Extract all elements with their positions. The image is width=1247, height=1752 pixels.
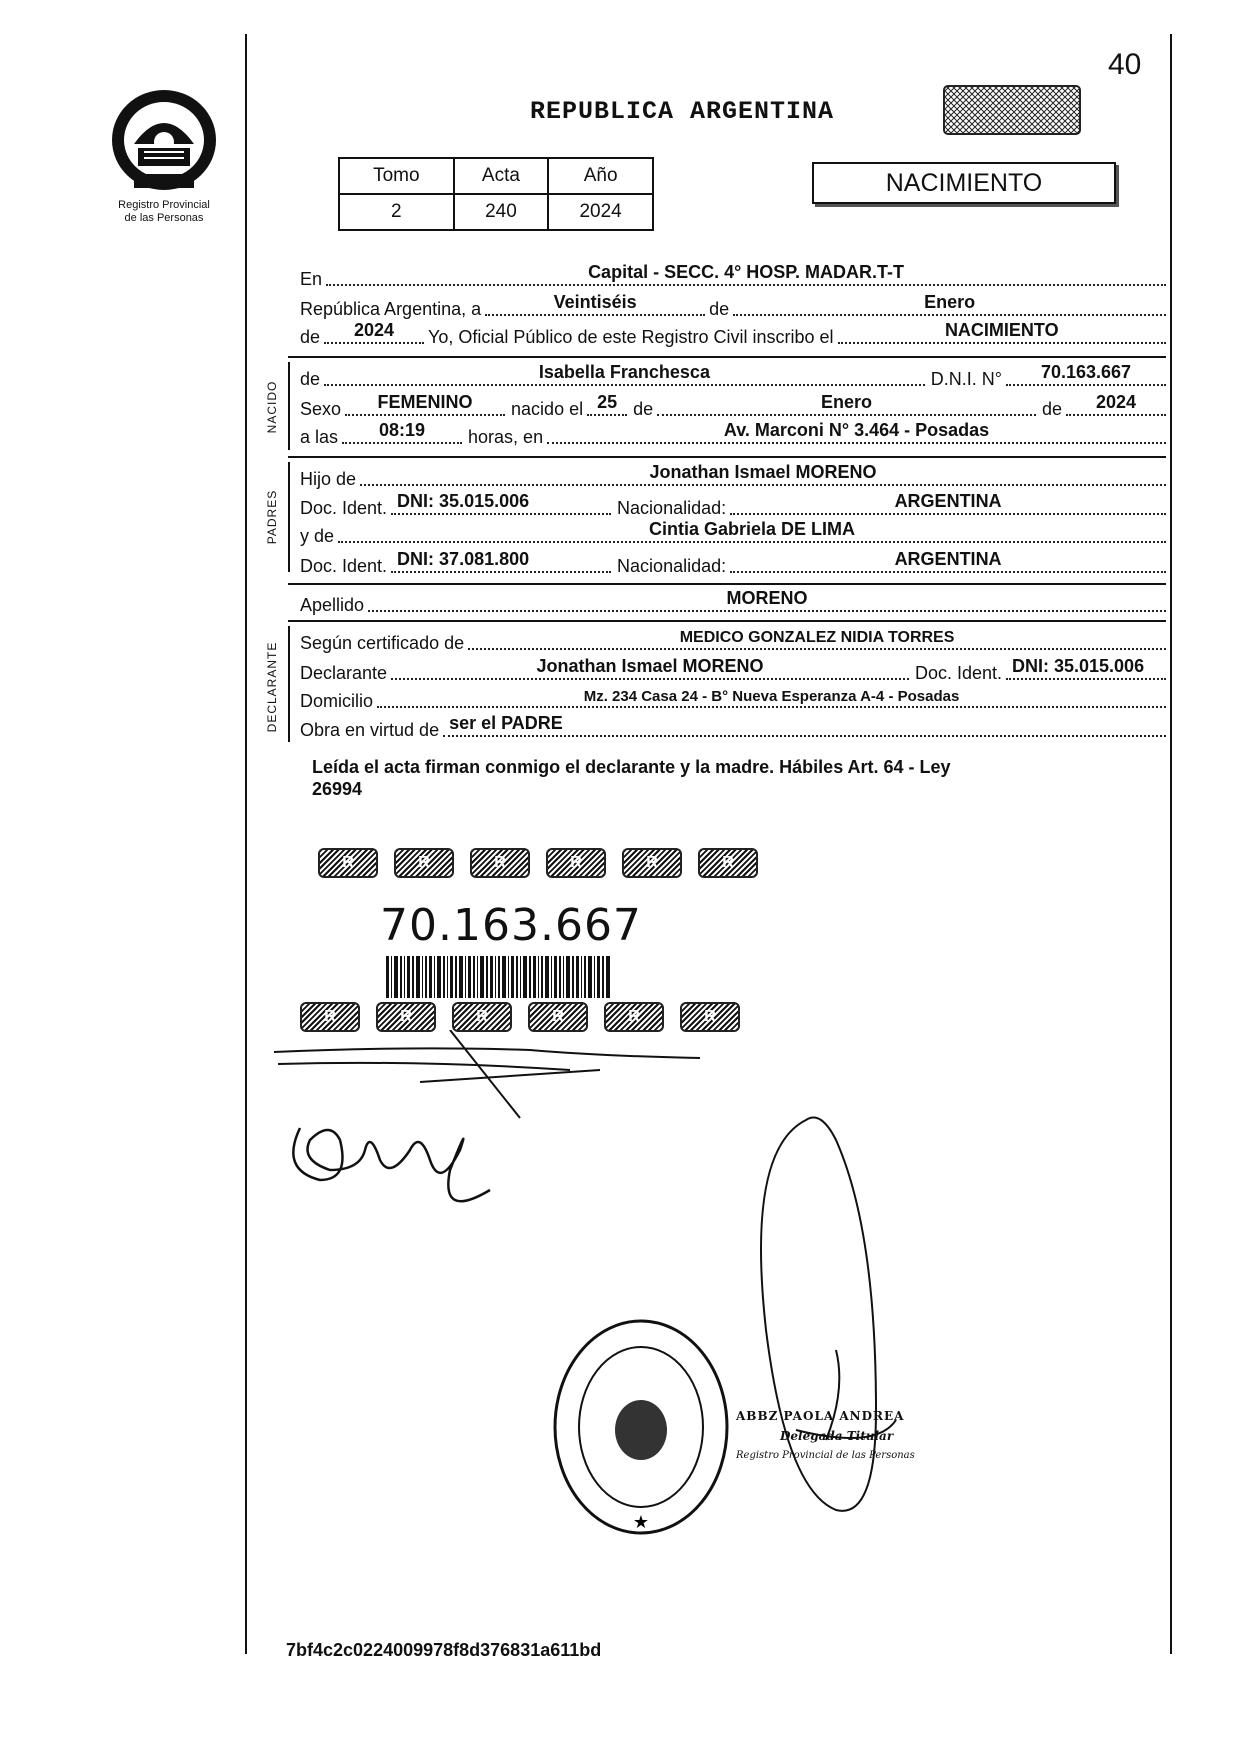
record-reference-table: [338, 157, 654, 231]
right-margin-rule: [1170, 34, 1172, 1654]
signature-official: [726, 1110, 906, 1530]
section-rule: [288, 356, 1166, 358]
section-bar: [288, 462, 290, 572]
row-child-name: de Isabella Franchesca D.N.I. N° 70.163.667: [300, 362, 1166, 390]
declarant-doc: DNI: 35.015.006: [1012, 656, 1145, 676]
row-father-name: Hijo de Jonathan Ismael MORENO: [300, 462, 1166, 490]
row-mother-name: y de Cintia Gabriela DE LIMA: [300, 519, 1166, 547]
mother-nationality: ARGENTINA: [894, 549, 1002, 569]
child-name: Isabella Franchesca: [538, 362, 710, 382]
capacity-value: ser el PADRE: [449, 713, 563, 733]
section-rule: [288, 620, 1166, 622]
signature-oval-icon: [726, 1110, 906, 1530]
section-bar: [288, 626, 290, 742]
security-glyph: R: [452, 1002, 512, 1032]
section-label-declarante: DECLARANTE: [265, 641, 279, 733]
birth-time: 08:19: [379, 420, 426, 440]
security-glyph: R: [376, 1002, 436, 1032]
official-seal: [552, 1318, 730, 1536]
table-header-acta: Acta: [454, 158, 549, 194]
day-value: Veintiséis: [553, 292, 637, 312]
closing-statement: Leída el acta firman conmigo el declarante y la madre. Hábiles Art. 64 - Ley 26994: [312, 757, 951, 799]
table-header-tomo: Tomo: [339, 158, 454, 194]
table-row: [339, 194, 653, 230]
section-label-padres: PADRES: [265, 489, 279, 545]
birth-day: 25: [597, 392, 618, 412]
security-glyph: R: [528, 1002, 588, 1032]
document-title: REPUBLICA ARGENTINA: [530, 97, 835, 126]
security-glyph: R: [546, 848, 606, 878]
left-margin-rule: [245, 34, 247, 1654]
row-year: de 2024 Yo, Oficial Público de este Registro Civil inscribo el NACIMIENTO: [300, 320, 1166, 348]
security-glyph: R: [680, 1002, 740, 1032]
barcode: [386, 956, 612, 1003]
place-value: Capital - SECC. 4° HOSP. MADAR.T-T: [588, 262, 904, 282]
father-doc: DNI: 35.015.006: [397, 491, 530, 511]
row-domicile: Domicilio Mz. 234 Casa 24 - B° Nueva Esperanza A-4 - Posadas: [300, 684, 1166, 712]
registry-logo: [104, 82, 224, 225]
row-father-doc: Doc. Ident. DNI: 35.015.006 Nacionalidad: ARGENTINA: [300, 491, 1166, 519]
month-value: Enero: [924, 292, 976, 312]
row-capacity: Obra en virtud de ser el PADRE: [300, 713, 1166, 741]
signature-strokes-icon: [270, 1030, 710, 1230]
barcode-bars-icon: [386, 956, 612, 998]
section-bar: [288, 362, 290, 450]
official-name-stamp: [736, 1406, 956, 1466]
official-role: Delegada Titular: [780, 1429, 894, 1443]
father-name: Jonathan Ismael MORENO: [649, 462, 877, 482]
birth-year: 2024: [1095, 392, 1137, 412]
security-hologram: [942, 82, 1082, 138]
anio-value: 2024: [548, 194, 653, 230]
record-type-box: NACIMIENTO: [812, 162, 1116, 204]
table-row: [339, 158, 653, 194]
registry-caption: Registro Provincial de las Personas: [118, 199, 210, 224]
birth-month: Enero: [821, 392, 873, 412]
row-place: En Capital - SECC. 4° HOSP. MADAR.T-T: [300, 262, 1166, 290]
row-date: República Argentina, a Veintiséis de Enero: [300, 292, 1166, 320]
row-surname: Apellido MORENO: [300, 588, 1166, 616]
security-glyph: R: [698, 848, 758, 878]
svg-text:★: ★: [632, 1512, 650, 1533]
section-rule: [288, 583, 1166, 585]
row-mother-doc: Doc. Ident. DNI: 37.081.800 Nacionalidad: ARGENTINA: [300, 549, 1166, 577]
hologram-pattern-icon: [942, 82, 1082, 138]
verification-hash: 7bf4c2c0224009978f8d376831a611bd: [286, 1640, 602, 1660]
section-rule: [288, 456, 1166, 458]
row-sex-birth: Sexo FEMENINO nacido el 25 de Enero de 2024: [300, 392, 1166, 420]
barcode-number: 70.163.667: [380, 900, 642, 951]
declarant-name: Jonathan Ismael MORENO: [536, 656, 764, 676]
event-value: NACIMIENTO: [944, 320, 1059, 340]
year-value: 2024: [354, 320, 395, 340]
surname-value: MORENO: [726, 588, 808, 608]
section-label-nacido: NACIDO: [265, 380, 279, 434]
birth-place: Av. Marconi N° 3.464 - Posadas: [723, 420, 990, 440]
row-time-place: a las 08:19 horas, en Av. Marconi N° 3.464 - Posadas: [300, 420, 1166, 448]
tomo-value: 2: [339, 194, 454, 230]
domicile-value: Mz. 234 Casa 24 - B° Nueva Esperanza A-4 - Posadas: [583, 688, 960, 705]
acta-value: 240: [454, 194, 549, 230]
page-number: 40: [1108, 48, 1142, 81]
table-header-anio: Año: [548, 158, 653, 194]
misiones-shield-icon: [104, 82, 224, 194]
security-glyph: R: [622, 848, 682, 878]
signature-declarant: [270, 1030, 710, 1230]
security-glyph: R: [318, 848, 378, 878]
security-glyph: R: [604, 1002, 664, 1032]
mother-doc: DNI: 37.081.800: [397, 549, 530, 569]
certificate-value: MEDICO GONZALEZ NIDIA TORRES: [679, 629, 955, 646]
father-nationality: ARGENTINA: [894, 491, 1002, 511]
mother-name: Cintia Gabriela DE LIMA: [648, 519, 856, 539]
sex-value: FEMENINO: [377, 392, 473, 412]
child-dni: 70.163.667: [1040, 362, 1132, 382]
security-band-bottom: [300, 1002, 756, 1032]
official-name: ABBZ PAOLA ANDREA: [736, 1409, 905, 1423]
round-seal-icon: [552, 1318, 730, 1536]
row-certificate: Según certificado de MEDICO GONZALEZ NIDIA TORRES: [300, 626, 1166, 654]
row-declarant: Declarante Jonathan Ismael MORENO Doc. Ident. DNI: 35.015.006: [300, 656, 1166, 684]
security-band-top: [318, 848, 774, 878]
security-glyph: R: [394, 848, 454, 878]
security-glyph: R: [470, 848, 530, 878]
security-glyph: R: [300, 1002, 360, 1032]
official-org: Registro Provincial de las Personas: [736, 1450, 915, 1461]
